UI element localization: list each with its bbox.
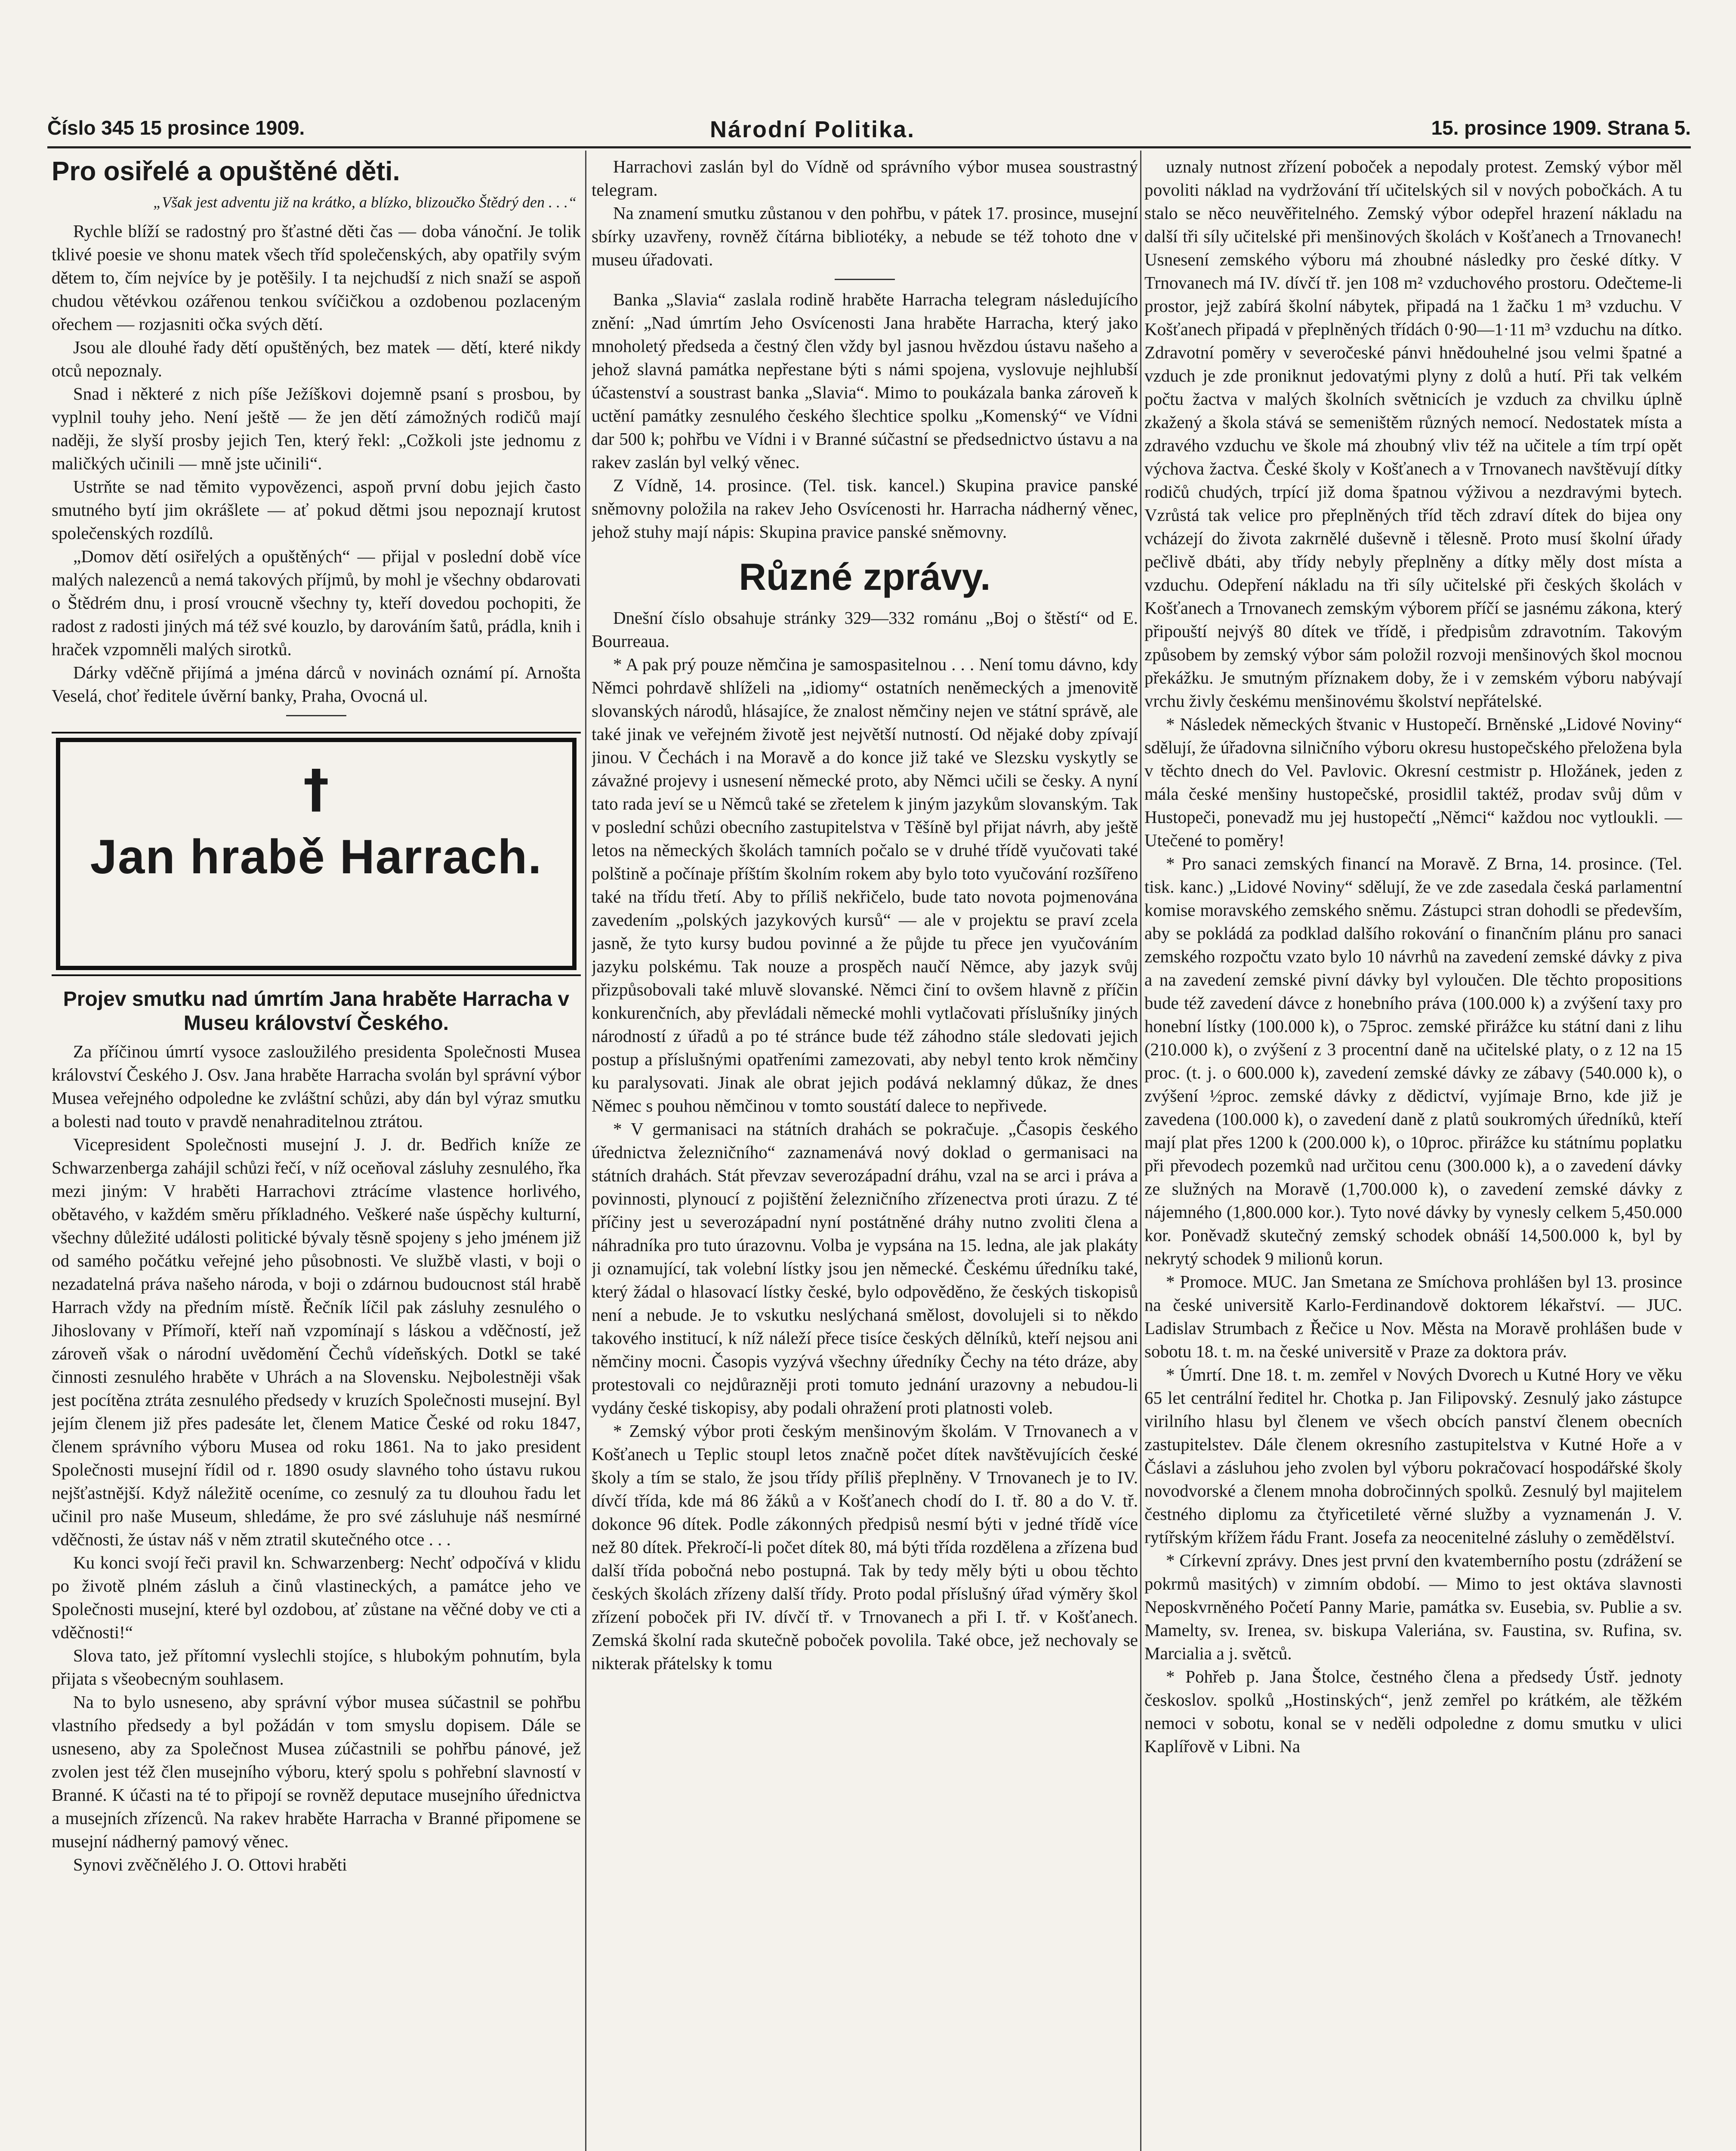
paragraph: * Církevní zprávy. Dnes jest první den kvatemberního postu (zdrážení se pokrmů masitých) v zimním období. — Mimo to jest oktáva slavnosti Neposkvrněného Početí Panny Marie, památka sv. Eusebia, sv. Publie a sv. Mamelty, sv. Ireneа, sv. biskupa Valeriána, sv. Faustina, sv. Rufina, sv. Marcialia a j. světců. [1144,1550,1682,1663]
article-title-mourning: Projev smutku nad úmrtím Jana hraběte Harracha v Museu království Českého. [63,988,570,1035]
paragraph: Slova tato, jež přítomní vyslechli stojíce, s hlubokým pohnutím, byla přijata s všeobecným souhlasem. [52,1646,581,1689]
paragraph: * A pak prý pouze němčina je samospasitelnou . . . Není tomu dávno, kdy Němci pohrdavě shlíželi na „idiomy“ ostatních neněmeckých a jmenovitě slovanských národů, hlásajíce, že znalost němčiny nejen ve státní správě, ale také jinak ve veřejném životě jest největší nutností. Od nějaké doby zpívají jinou. V Čechách i na Moravě a do konce již také ve Slezsku vyskytly se závažné projevy i usnesení německé proto, aby Němci učili se česky. A nyní tato rada jeví se u Němců také se zřetelem k jiným jazykům slovanským. Tak v poslední schůzi obecního zastupitelstva v Těšíně byl přijat návrh, aby ještě letos na německých školách tamních počalo se v druhé třídě vyučovati také polštině a počínaje příštím školním rokem aby bylo toto vyučování rozšířeno také na třídu třetí. Aby to příliš nekřičelo, bude tato novota pojmenována zavedením „polských jazykových kursů“ — ale v projektu se praví zcela jasně, že tyto kursy budou povinné a že půjde tu přece jen vyučováním jazyku polskému. Tak nouze a prospěch naučí Němce, aby jazyk svůj přizpůsobovali také mluvě slovanské. Němci činí to ovšem hlavně z příčin konkurenčních, aby převládali německé mohli vytlačovati příslušníky jiných národností z úřadů a po té stránce bude též záhodno stále sledovati jejich postup a příslušnými opatřeními zamezovati, aby nebyl tento krok němčiny ku paralysovati. Jinak ale obrat jejich podává neklamný důkaz, že dnes Němec s pouhou němčinou v tomto soustátí dalece to nepřivede. [592,654,1138,1116]
paragraph: Dárky vděčně přijímá a jména dárců v novinách oznámí pí. Arnošta Veselá, choť ředitele úvěrní banky, Praha, Ovocná ul. [52,663,581,706]
masthead-title: Národní Politika. [710,117,916,142]
paragraph: * Promoce. MUC. Jan Smetana ze Smíchova prohlášen byl 13. prosince na české universitě Karlo-Ferdinandově doktorem lékařství. — JUC. Ladislav Strumbach z Řečice u Nov. Města na Moravě prohlášen bude v sobotu 18. t. m. na české universitě v Praze za doktora práv. [1144,1272,1682,1361]
paragraph: Na znamení smutku zůstanou v den pohřbu, v pátek 17. prosince, musejní sbírky uzavřeny, rovněž čítárna bibliotéky, a nebude se též tohoto dne v museu úřadovati. [592,203,1138,269]
paragraph: Snad i některé z nich píše Ježíškovi dojemně psaní s prosbou, by vyplnil touhy jeho. Není ještě — že jen dětí zámožných rodičů mají naději, že slyší prosby jejich Ten, který řekl: „Cožkoli jste jednomu z maličkých učinili — mně jste učinili“. [52,384,581,473]
column-divider-1 [585,151,586,2151]
paragraph: Na to bylo usneseno, aby správní výbor musea súčastnil se pohřbu vlastního předsedy a byl požádán v tom smyslu dopisem. Dále se usneseno, aby za Společnost Musea zúčastnili se pohřbu pánové, jež zvolen jest též člen musejního výboru, který spolu s pohřební slavností v Branné. K účasti na té to připojí se rovněž deputace musejního úřednictva a musejních zřízenců. Na rakev hraběte Harracha v Branné připomene se musejní nádherný pamový věnec. [52,1692,581,1851]
paragraph: uznaly nutnost zřízení poboček a nepodaly protest. Zemský výbor měl povoliti náklad na vydržování tří učitelských sil v nových pobočkách. A tu stalo se něco neuvěřitelného. Zemský výbor odepřel hrazení nákladu na další tři síly učitelské při menšinových školách v Košťanech a Trnovanech! Usnesení zemského výboru má zhoubné následky pro české dítky. V Trnovanech má IV. dívčí tř. jen 108 m² vzduchového prostoru. Odečteme-li prostor, jejž zabírá školní nábytek, připadá na 1 žačku 1 m³ vzduchu. V Košťanech připadá v přeplněných třídách 0·90—1·11 m³ vzduchu na dítko. Zdravotní poměry v severočeské pánvi hnědouhelné jsou velmi špatné a vzduch je zde proniknut jedovatými plyny z dolů a hutí. Při tak velkém počtu žactva v malých školních světnicích je vzduch za chvilku úplně zkažený a škola stává se semeništěm různých nemocí. Nedostatek místa a zdravého vzduchu ve škole má zhoubný vliv též na učitele a tím trpí opět výchova žactva. České školy v Košťanech a v Trnovanech navštěvují dítky rodičů chudých, trpící již doma špatnou výživou a nezdravými bytech. Vzrůstá tak velice pro přeplněných tříd těch zdraví dítek do bijea ony vcházejí do života zakrnělé duševně i tělesně. Proto musí školní úřady pečlivě dbáti, aby třídy nebyly přeplněny a dítky měly dost místa a vzduchu. Odepření nákladu na tři síly učitelské při českých školách v Košťanech a Trnovanech zemským výborem příčí se jasnému zákona, který připouští nejvýš 80 dítek ve třídě, i předpisům zdravotním. Takovým způsobem by zemský výbor sám položil rozvoji menšinových škol mocnou překážku. Je smutným příznakem doby, že i v zemském výboru nabývají vrchu živly českému menšinovému školství nepřátelské. [1144,157,1682,711]
cross-icon: † [303,759,329,819]
separator [286,715,346,716]
paragraph: Ustrňte se nad těmito vypovězenci, aspoň první dobu jejich často smutného bytí jim okrášlete — ať pokud dětmi jsou nepoznají krutost společenských rozdílů. [52,477,581,543]
paragraph: Ku konci svojí řeči pravil kn. Schwarzenberg: Nechť odpočívá v klidu po životě plném zásluh a činů vlastineckých, a památce jeho ve Společnosti musejní, které byl ozdobou, ať zůstane na věčné doby ve cti a vděčnosti!“ [52,1553,581,1642]
paragraph: * Pro sanaci zemských financí na Moravě. Z Brna, 14. prosince. (Tel. tisk. kanc.) „Lidové Noviny“ sdělují, že ve zde zasedala česká parlamentní komise moravského zemského sněmu. Zástupci stran dohodli se především, aby se pokládá za podklad dalšího rokování o finančním plánu pro sanaci zemského rozpočtu vzato bylo 10 návrhů na zavedení zemské dávky z piva a na zavedení zemské pivní dávky byl vyloučen. Dle těchto propositions bude též zavedení dávce z honebního práva (100.000 k) a zvýšení taxy pro honební lístky (100.000 k), o 75proc. zemské přirážce ku státní dani z lihu (210.000 k), o zvýšení z 3 procentní daně na učitelské platy, o z 12 na 15 proc. (t. j. o 600.000 k), zavedení zemské dávky ze zábavy (540.000 k), o zvýšení ½proc. zemské dávky z dědictví, vyjímaje Brno, kde již je zavedena (100.000 k), o zavedení daně z platů soukromých úředníků, kteří mají plat přes 1200 k (200.000 k), o 10proc. přirážce ku státnímu poplatku při převodech pozemků nad určitou cenu (300.000 k), a o zavedení dávky ze služných na Moravě (1,700.000 k), o zavedení zemské dávky z nájemného (1,800.000 kor.). Tyto nové dávky by vynesly celkem 5,450.000 kor. Poněvadž skutečný zemský schodek obnáší 14,500.000 k, byl by nekrytý schodek 9 milionů korun. [1144,854,1682,1268]
paragraph: Za příčinou úmrtí vysoce zasloužilého presidenta Společnosti Musea království Českého J. Osv. Jana hraběte Harracha svolán byl správní výbor Musea veřejného odpoledne ke zvláštní schůzi, aby dán byl výraz smutku a bolesti nad touto v pravdě nenahraditelnou ztrátou. [52,1042,581,1131]
obituary-box [56,738,577,970]
column-2 [592,155,1138,2151]
section-title-various-news: Různé zprávy. [739,555,991,598]
separator [835,279,895,280]
article-motto: „Však jest adventu již na krátko, a blízko, blizoučko Štědrý den . . .“ [153,194,577,211]
obituary-name: Jan hrabě Harrach. [90,830,543,884]
paragraph: Vicepresident Společnosti musejní J. J. dr. Bedřich kníže ze Schwarzenberga zahájil schůzi řečí, v níž oceňoval zásluhy zesnulého, řka mezi jiným: V hraběti Harrachovi ztrácíme vlastence horlivého, obětavého, v každém směru příkladného. Veškeré naše úspěchy kulturní, všechny důležité události politické bývaly těsně spojeny s jeho jménem již od samého počátku veřejné jeho působnosti. Ve službě vlasti, v boji o nezadatelná práva našeho národa, v boji o zdárnou budoucnost stál hrabě Harrach vždy na předním místě. Řečník líčil pak zásluhy zesnulého o Jihoslovany v Přímoří, kteří naň vzpomínají s láskou a vděčností, jež zároveň však o národní uvědomění Čechů vídeňských. Dotkl se také činnosti zesnulého hraběte v Uhrách a na Slovensku. Nejbolestněji však jest pocítěna ztráta zesnulého předsedy v kruzích Společnosti musejní. Byl jejím členem již přes padesáte let, členem Matice České od roku 1847, členem správního výboru Musea od roku 1861. Na to jako president Společnosti musejní řídil od r. 1890 osudy slavného toho ústavu rukou nejšťastnější. Když náležitě oceníme, co zesnulý za tu dlouhou řadu let učinil pro naše Museum, shledáme, že pro své zásluhuje náš nesmírné vděčnosti, že ústav náš v něm ztratil skutečného otce . . . [52,1134,581,1549]
paragraph: * Úmrtí. Dne 18. t. m. zemřel v Nových Dvorech u Kutné Hory ve věku 65 let centrální ředitel hr. Chotka p. Jan Filipovský. Zesnulý jako zástupce virilního hlasu byl členem ve všech obcích panství členem obecních zastupitelstev. Dále členem okresního zastupitelstva v Kutné Hoře a v Čáslavi a zásluhou jeho zvolen byl výboru pokračovací hospodářské školy novodvorské a členem mnoha dobročinných spolků. Zesnulý byl majitelem čestného diplomu za čtyřicetileté věrné služby a vyznamenán J. V. rytířským křížem řádu Frant. Josefa za neocenitelné zásluhy o zemědělství. [1144,1365,1682,1547]
paragraph: Z Vídně, 14. prosince. (Tel. tisk. kancel.) Skupina pravice panské sněmovny položila na rakev Jeho Osvícenosti hr. Harracha nádherný věnec, jehož stuhy mají nápis: Skupina pravice panské sněmovny. [592,475,1138,542]
paragraph: * V germanisaci na státních drahách se pokračuje. „Časopis českého úřednictva železničního“ zaznamenává nový doklad o germanisaci na státních drahách. Stát převzav severozápadní dráhu, vzal na se arci i práva a povinnosti, plynoucí z pojištění železničního zřízenectva proti úrazu. Z té příčiny jest u severozápadní nyní postátněné dráhy nutno zvoliti člena a náhradníka pro tuto úrazovnu. Volba je vypsána na 15. ledna, ale jak plakáty ji oznamující, tak volební lístky jsou jen německé. Českému úředníku také, který žádal o hlasovací lístky české, bylo odpověděno, že českých tiskopisů není a nebude. Je to vskutku neslýchaná smělost, dovolujeli si to někdo takového institucí, k níž náleží přece tisíce českých dělníků, kteří nejsou ani němčiny mocni. Časopis vyzývá všechny úředníky Čechy na této dráze, aby protestovali co nejdůrazněji proti tomuto jednání urazovny a nebudou-li vydány české tiskopisy, aby podali ohražení proti platnosti voleb. [592,1119,1138,1418]
paragraph: Synovi zvěčnělého J. O. Ottovi hraběti [73,1855,347,1874]
paragraph: * Zemský výbor proti českým menšinovým školám. V Trnovanech a v Košťanech u Teplic stoupl letos značně počet dítek navštěvujících české školy a tím se stalo, že jsou třídy příliš přeplněny. V Trnovanech je to IV. dívčí třída, kde má 86 žáků a v Košťanech chodí do I. tř. 80 a do V. tř. dokonce 96 dítek. Podle zákonných předpisů nesmí býti v jedné třídě více než 80 dítek. Překročí-li počet dítek 80, má býti třída rozdělena a zřízena bud další třída pobočná nebo postupná. Tak by tedy měly býti u obou těchto českých školách zřízeny další třídy. Proto podal příslušný úřad výměry škol zřízení poboček při IV. dívčí tř. v Trnovanech a při I. tř. v Košťanech. Zemská školní rada skutečně poboček povolila. Také obce, jež nechovaly se nikterak přátelsky k tomu [592,1421,1138,1673]
paragraph: Rychle blíží se radostný pro šťastné děti čas — doba vánoční. Je tolik tklivé poesie ve shonu matek všech tříd společenských, aby opatřily svým dětem to, čím nejvíce by je potěšily. I ta nejchudší z nich snaží se aspoň chudou větévkou ozářenou tenkou svíčičkou a ozdobenou pozlaceným ořechem — rozjasniti očka svých dětí. [52,221,581,334]
date-page-number: 15. prosince 1909. Strana 5. [1431,117,1691,139]
column-divider-2 [1140,151,1141,2151]
issue-number-date: Číslo 345 15 prosince 1909. [47,117,305,139]
paragraph: Harrachovi zaslán byl do Vídně od správního výbor musea soustrastný telegram. [592,157,1138,200]
paragraph: * Následek německých štvanic v Hustopečí. Brněnské „Lidové Noviny“ sdělují, že úřadovna silničního výboru okresu hustopečského přeložena byla v těchto dnech do Vel. Pavlovic. Okresní cestmistr p. Hložánek, jeden z mála české menšiny hustopečské, prosidlil taktéž, prodav svůj dům v Hustopeči, ponevadž mu jej hustopečtí „Němci“ každou noc vytloukli. — Utečené to poměry! [1144,714,1682,850]
page-header [47,116,1691,146]
article-title-orphans: Pro osiřelé a opuštěné děti. [52,157,400,186]
paragraph: „Domov dětí osiřelých a opuštěných“ — přijal v poslední době více malých nalezenců a nemá takových příjmů, by mohl je všechny obdarovati o Štědrém dnu, i prosí vroucně všechny ty, kteří dovedou pochopiti, že radost z radosti jiných má též své kouzlo, by darováním šatů, prádla, knih i hraček vzpomněli malých sirotků. [52,546,581,659]
paragraph: * Pohřeb p. Jana Štolce, čestného člena a předsedy Ústř. jednoty českoslov. spolků „Hostinských“, jenž zemřel po krátkém, ale těžkém nemoci v sobotu, konal se v neděli odpoledne z domu smutku v ulici Kaplířově v Libni. Na [1144,1667,1682,1756]
paragraph: Jsou ale dlouhé řady dětí opuštěných, bez matek — dětí, které nikdy otců nepoznaly. [52,337,581,380]
header-rule [47,146,1691,148]
column-1 [52,155,581,2151]
column-3 [1144,155,1682,2151]
paragraph: Dnešní číslo obsahuje stránky 329—332 románu „Boj o štěstí“ od E. Bourreaua. [592,608,1138,651]
paragraph: Banka „Slavia“ zaslala rodině hraběte Harracha telegram následujícího znění: „Nad úmrtím Jeho Osvícenosti Jana hraběte Harracha, který jako mnoholetý předseda a čestný člen vždy byl jasnou hvězdou ústavu našeho a jehož slavná památka nepřestane býti s námi spojena, vyslovuje nejhlubší účastenství a soustrast banka „Slavia“. Mimo to poukázala banka zároveň k uctění památky zesnulého českého šlechtice spolku „Komenský“ ve Vídni dar 500 k; pohřbu ve Vídni i v Branné súčastní se předsednictvo ústavu a na rakev zaslán byl velký věnec. [592,290,1138,472]
